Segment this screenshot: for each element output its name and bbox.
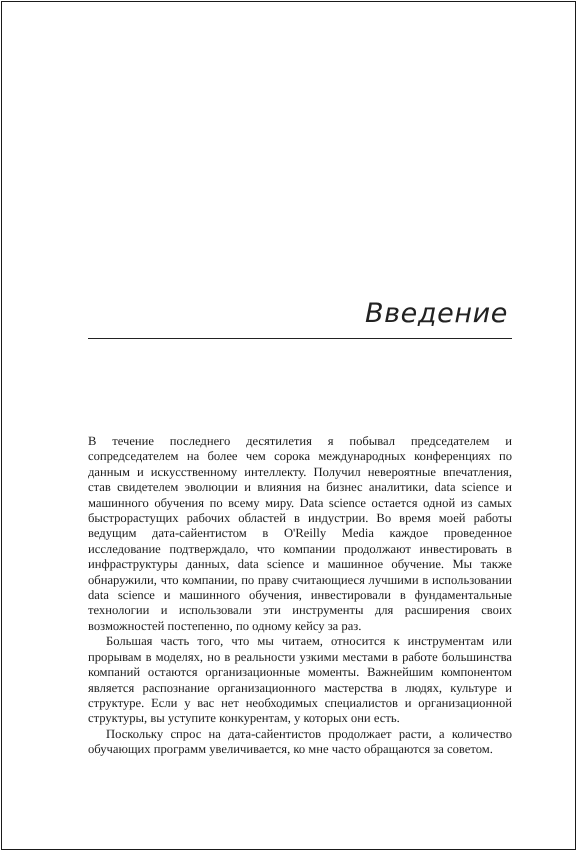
body-text xyxy=(88,434,512,758)
book-page xyxy=(1,1,576,850)
title-rule xyxy=(88,338,512,339)
paragraph: Поскольку спрос на дата-сайентистов продолжает расти, а количество обучающих программ увеличивается, ко мне часто обращаются за советом. xyxy=(88,726,512,757)
chapter-title: Введение xyxy=(365,298,508,329)
paragraph: Большая часть того, что мы читаем, относится к инструментам или прорывам в моделях, но в реальности узкими местами в работе большинства компаний остаются организационные моменты. Важнейшим компонентом является распознание организационного мастерства в людях, культуре и структуре. Если у вас нет необходимых специалистов и организационной структуры, вы уступите конкурентам, у которых они есть. xyxy=(88,634,512,726)
paragraph: В течение последнего десятилетия я побывал председателем и сопредседателем на более чем сорока международных конференциях по данным и искусственному интеллекту. Получил невероятные впечатления, став свидетелем эволюции и влияния на бизнес аналитики, data science и машинного обучения по всему миру. Data science остается одной из самых быстрорастущих рабочих областей в индустрии. Во время моей работы ведущим дата-сайентистом в O'Reilly Media каждое проведенное исследование подтверждало, что компании продолжают инвестировать в инфраструктуры данных, data science и машинное обучение. Мы также обнаружили, что компании, по праву считающиеся лучшими в использовании data science и машинного обучения, инвестировали в фундаментальные технологии и использовали эти инструменты для расширения своих возможностей постепенно, по одному кейсу за раз. xyxy=(88,434,512,633)
